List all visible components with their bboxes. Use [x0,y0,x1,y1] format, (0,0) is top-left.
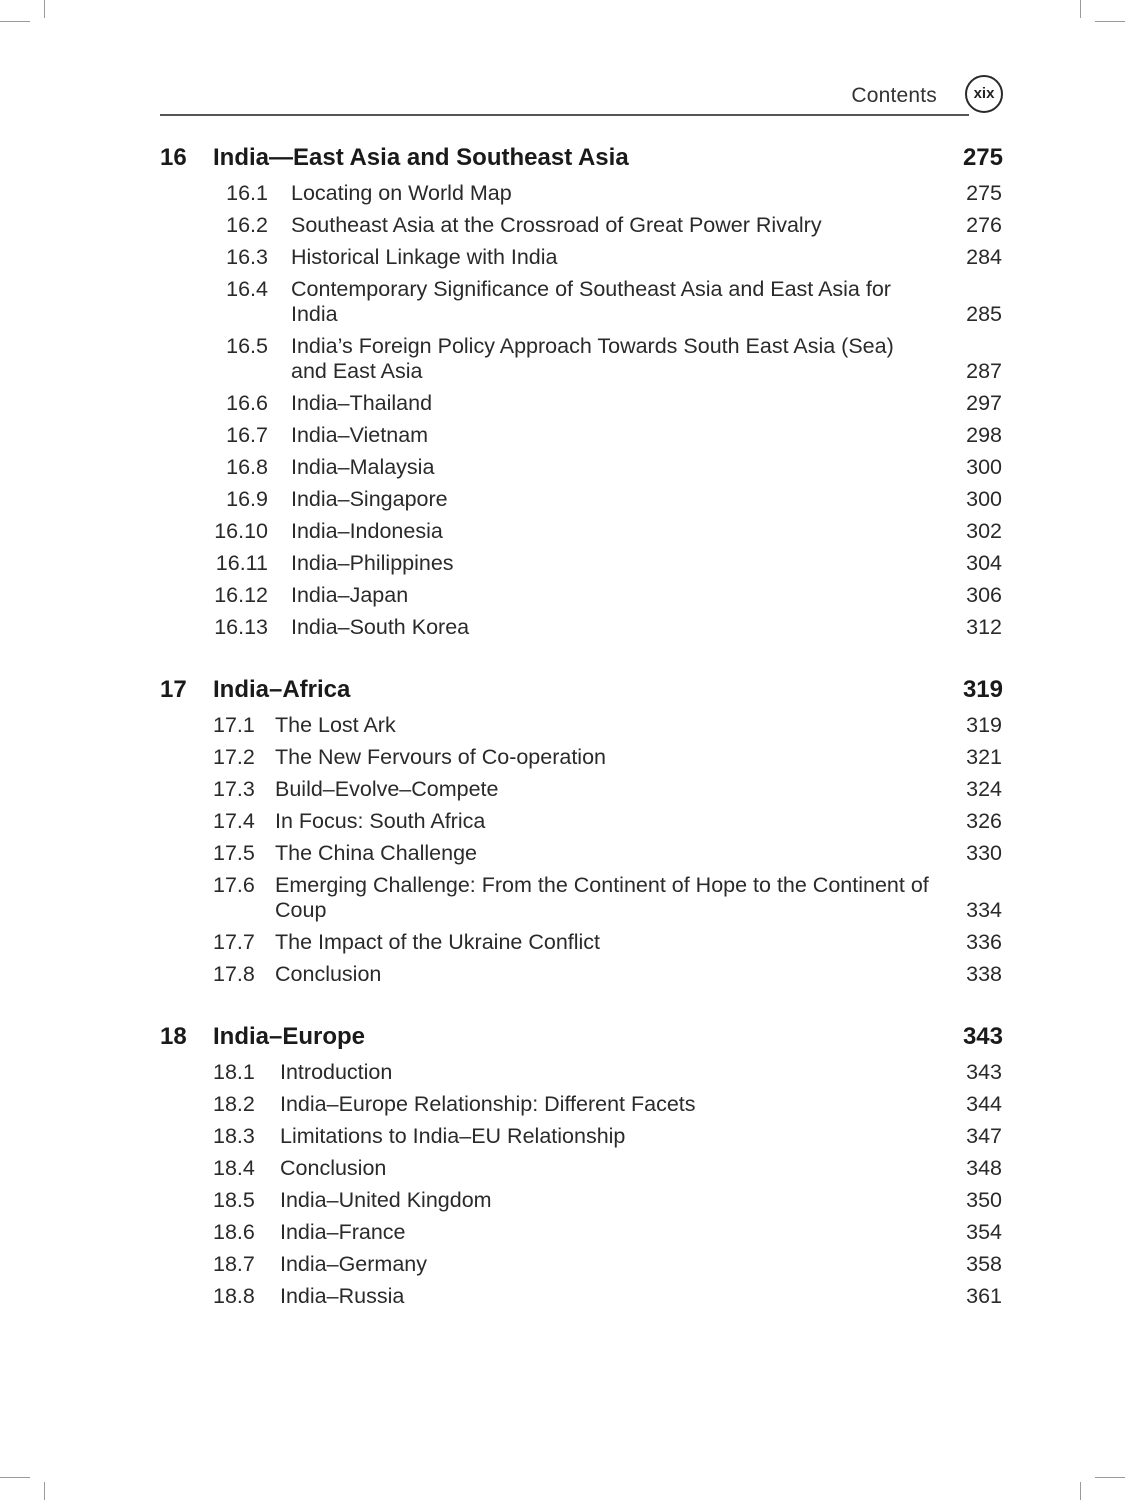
section-page-number: 354 [966,1220,1002,1244]
toc-section-entry[interactable] [160,1153,1003,1185]
chapter-heading[interactable] [160,142,1003,178]
crop-mark-bottom-left [44,1482,45,1500]
section-title: India–Japan [291,583,409,607]
toc-section-entry[interactable] [160,959,1003,991]
toc-section-entry[interactable] [160,870,1003,927]
chapter-16 [160,142,1003,644]
toc-section-entry[interactable] [160,580,1003,612]
section-number: 17.2 [213,745,255,769]
section-number: 16.11 [215,551,268,575]
section-title: India–Thailand [291,391,433,415]
section-number: 17.3 [213,777,255,801]
toc-section-entry[interactable] [160,1249,1003,1281]
section-page-number: 326 [966,809,1002,833]
toc-section-entry[interactable] [160,331,1003,388]
section-page-number: 285 [966,302,1002,326]
section-page-number: 306 [966,583,1002,607]
section-page-number: 361 [966,1284,1002,1308]
section-page-number: 338 [966,962,1002,986]
section-title: In Focus: South Africa [275,809,486,833]
toc-section-entry[interactable] [160,927,1003,959]
section-title: The Impact of the Ukraine Conflict [275,930,601,954]
chapter-page-number: 343 [962,1023,1003,1050]
chapter-title: India–Africa [213,676,351,703]
section-title: India–South Korea [291,615,470,639]
section-page-number: 300 [966,487,1002,511]
section-title: Emerging Challenge: From the Continent of Hope to the Continent of Coup [275,873,929,922]
section-number: 18.7 [213,1252,255,1276]
section-number: 18.6 [213,1220,255,1244]
section-number: 16.13 [214,615,268,639]
chapter-18 [160,1021,1003,1313]
toc-section-entry[interactable] [160,742,1003,774]
section-title: India–France [280,1220,406,1244]
section-number: 17.1 [213,713,255,737]
section-page-number: 312 [966,615,1002,639]
toc-section-entry[interactable] [160,806,1003,838]
section-title: Build–Evolve–Compete [275,777,499,801]
section-number: 16.6 [226,391,268,415]
section-title: Southeast Asia at the Crossroad of Great Power Rivalry [291,213,822,237]
section-page-number: 358 [966,1252,1002,1276]
section-page-number: 302 [966,519,1002,543]
section-number: 17.7 [213,930,255,954]
section-number: 16.4 [226,277,268,301]
section-number: 16.2 [226,213,268,237]
section-number: 17.4 [213,809,255,833]
chapter-17 [160,674,1003,991]
toc-section-entry[interactable] [160,210,1003,242]
section-title: India–Russia [280,1284,405,1308]
section-page-number: 300 [966,455,1002,479]
section-page-number: 336 [966,930,1002,954]
chapter-heading[interactable] [160,674,1003,710]
section-number: 18.4 [213,1156,255,1180]
section-number: 18.5 [213,1188,255,1212]
section-title: The Lost Ark [275,713,396,737]
crop-mark-top-left-h [0,21,30,22]
section-number: 18.2 [213,1092,255,1116]
crop-mark-bottom-right [1080,1482,1081,1500]
section-page-number: 324 [966,777,1002,801]
toc-section-entry[interactable] [160,452,1003,484]
section-page-number: 297 [966,391,1002,415]
section-page-number: 275 [966,181,1002,205]
chapter-page-number: 275 [962,144,1003,171]
section-number: 16.10 [214,519,268,543]
section-title: India–Vietnam [291,423,429,447]
section-page-number: 347 [966,1124,1002,1148]
chapter-number: 16 [160,144,187,171]
chapter-page-number: 319 [962,676,1003,703]
section-page-number: 321 [966,745,1002,769]
section-title: The New Fervours of Co-operation [275,745,607,769]
chapter-title: India–Europe [213,1023,366,1050]
section-title: Conclusion [275,962,382,986]
toc-section-entry[interactable] [160,178,1003,210]
section-title: India–Europe Relationship: Different Facets [280,1092,696,1116]
crop-mark-top-right-h [1095,21,1125,22]
toc-section-entry[interactable] [160,710,1003,742]
toc-section-entry[interactable] [160,1057,1003,1089]
section-number: 17.5 [213,841,255,865]
toc-section-entry[interactable] [160,1121,1003,1153]
section-title: India–Germany [280,1252,427,1276]
crop-mark-top-right [1080,0,1081,18]
section-title: India–Indonesia [291,519,443,543]
section-title: Conclusion [280,1156,387,1180]
section-number: 16.8 [226,455,268,479]
section-page-number: 350 [966,1188,1002,1212]
section-page-number: 304 [966,551,1002,575]
toc-section-entry[interactable] [160,838,1003,870]
section-title: Contemporary Significance of Southeast Asia and East Asia for India [291,277,891,326]
toc-section-entry[interactable] [160,612,1003,644]
section-title: Historical Linkage with India [291,245,558,269]
section-title: Introduction [280,1060,393,1084]
toc-section-entry[interactable] [160,516,1003,548]
section-number: 18.8 [213,1284,255,1308]
section-page-number: 330 [966,841,1002,865]
section-page-number: 334 [966,898,1002,922]
section-page-number: 298 [966,423,1002,447]
section-page-number: 344 [966,1092,1002,1116]
section-number: 16.7 [226,423,268,447]
crop-mark-top-left [44,0,45,18]
section-page-number: 343 [966,1060,1002,1084]
section-title: Limitations to India–EU Relationship [280,1124,626,1148]
toc-section-entry[interactable] [160,548,1003,580]
section-page-number: 348 [966,1156,1002,1180]
running-header-title: Contents [851,84,937,107]
page-number-badge: xix [965,75,1003,113]
section-page-number: 276 [966,213,1002,237]
table-of-contents [160,142,1003,1343]
section-title: India–United Kingdom [280,1188,492,1212]
chapter-number: 17 [160,676,187,703]
section-number: 16.5 [226,334,268,358]
chapter-number: 18 [160,1023,187,1050]
section-number: 17.6 [213,873,255,897]
section-title: Locating on World Map [291,181,512,205]
section-number: 18.3 [213,1124,255,1148]
running-header [160,72,1005,116]
toc-section-entry[interactable] [160,274,1003,331]
toc-section-entry[interactable] [160,388,1003,420]
toc-section-entry[interactable] [160,774,1003,806]
section-number: 16.1 [226,181,268,205]
crop-mark-bottom-right-h [1095,1477,1125,1478]
section-number: 18.1 [213,1060,255,1084]
section-number: 17.8 [213,962,255,986]
section-title: India–Philippines [291,551,454,575]
toc-section-entry[interactable] [160,1217,1003,1249]
toc-section-entry[interactable] [160,1281,1003,1313]
toc-section-entry[interactable] [160,242,1003,274]
section-number: 16.12 [214,583,268,607]
section-number: 16.3 [226,245,268,269]
header-rule [160,114,969,116]
section-page-number: 287 [966,359,1002,383]
chapter-title: India—East Asia and Southeast Asia [213,144,629,171]
section-title: India–Singapore [291,487,448,511]
crop-mark-bottom-left-h [0,1477,30,1478]
section-title: The China Challenge [275,841,477,865]
toc-section-entry[interactable] [160,1089,1003,1121]
section-title: India–Malaysia [291,455,435,479]
toc-section-entry[interactable] [160,484,1003,516]
section-title: India’s Foreign Policy Approach Towards South East Asia (Sea) and East Asia [291,334,894,383]
section-page-number: 284 [966,245,1002,269]
section-number: 16.9 [226,487,268,511]
chapter-heading[interactable] [160,1021,1003,1057]
section-page-number: 319 [966,713,1002,737]
toc-section-entry[interactable] [160,420,1003,452]
toc-section-entry[interactable] [160,1185,1003,1217]
